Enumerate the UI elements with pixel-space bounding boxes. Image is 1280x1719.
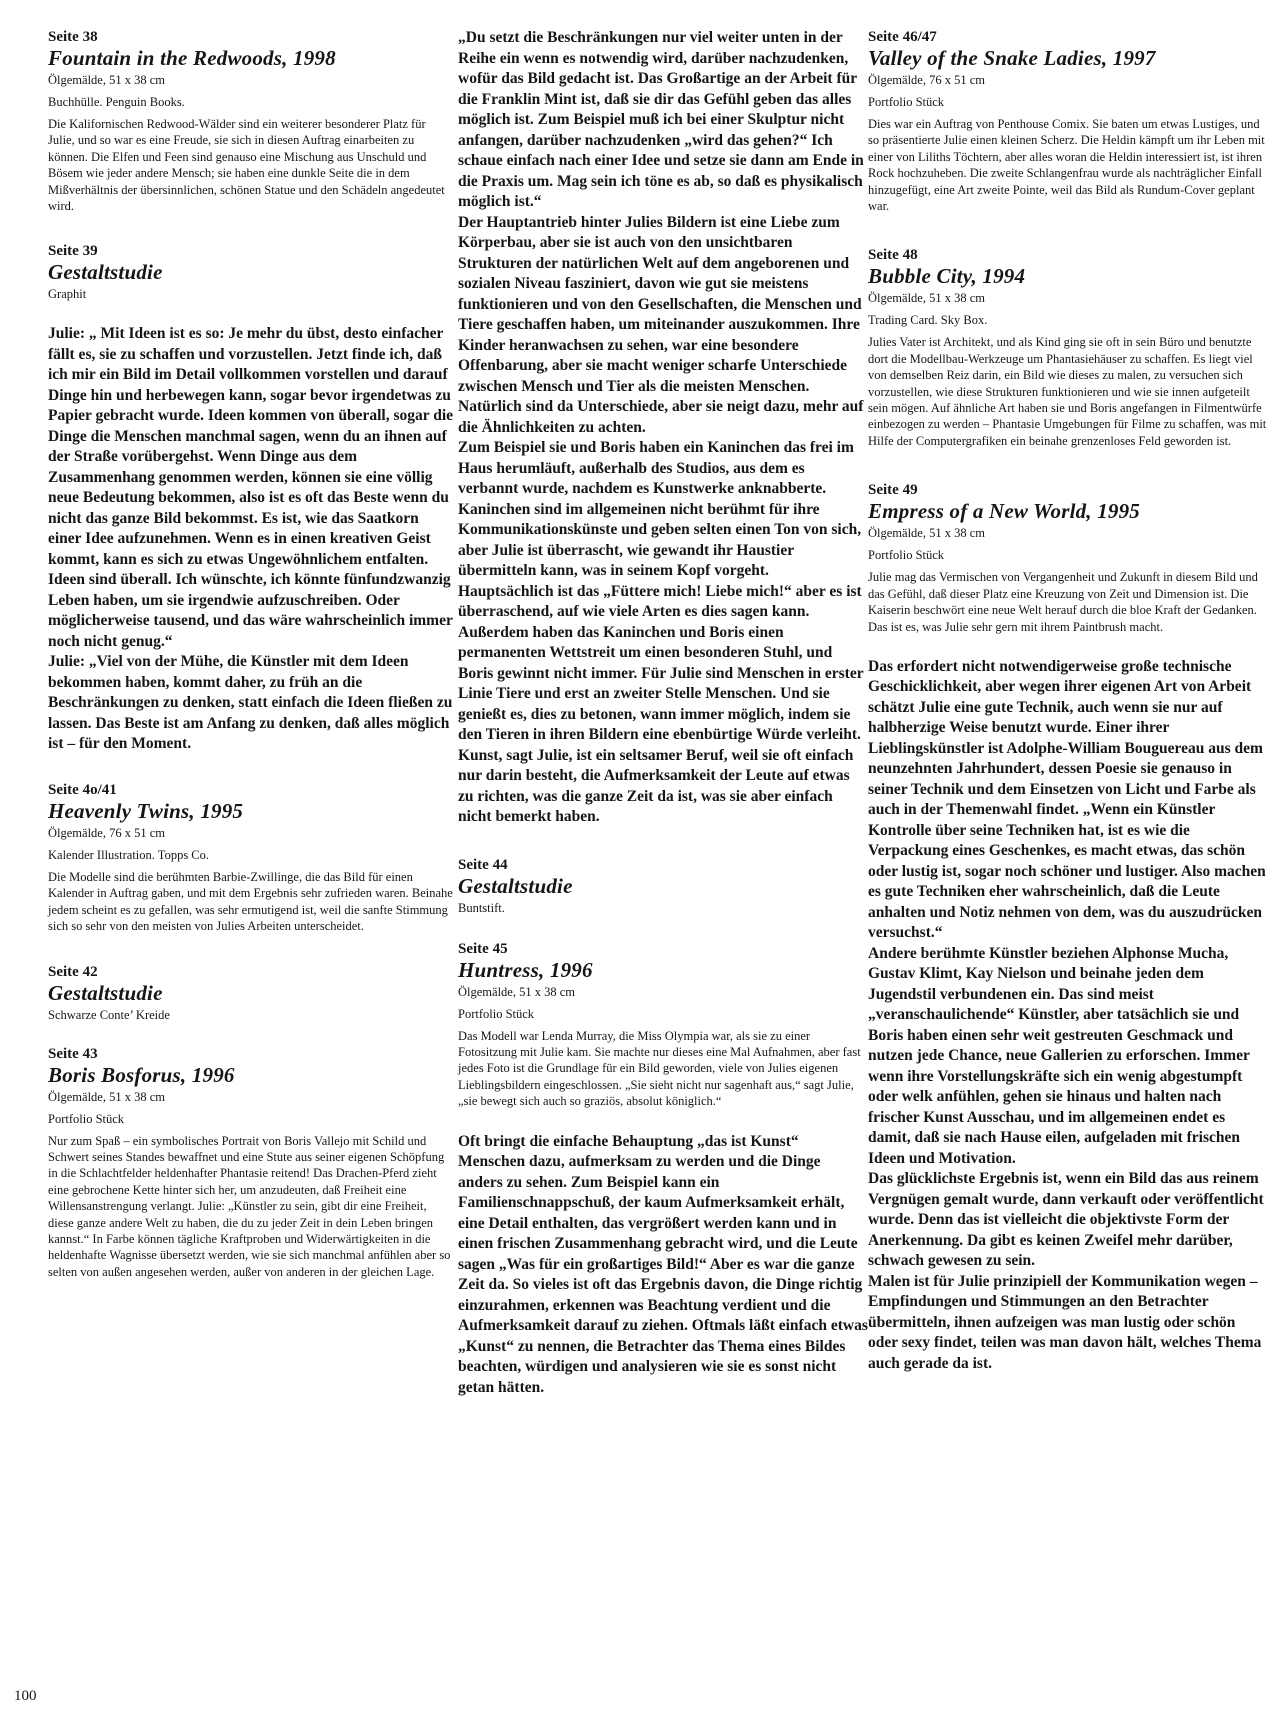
column-right <box>868 28 1268 1374</box>
artwork-medium: Ölgemälde, 51 x 38 cm <box>868 526 985 541</box>
body-text-block <box>868 657 1268 1375</box>
page-reference: Seite 45 <box>458 940 508 957</box>
body-paragraph: Das glücklichste Ergebnis ist, wenn ein Bild das aus reinem Vergnügen gemalt wurde, dann verkauft oder veröffentlicht wurde. Denn das ist vielleicht die objektivste Form der Anerkennung. Da gibt es keinen Zweifel mehr darüber, schwach gewesen zu sein. <box>868 1170 1264 1270</box>
page-reference: Seite 38 <box>48 29 98 45</box>
entry-seite-45 <box>458 940 868 1110</box>
artwork-title: Gestaltstudie <box>48 980 163 1005</box>
artwork-medium: Ölgemälde, 51 x 38 cm <box>458 984 575 999</box>
artwork-use: Portfolio Stück <box>868 548 945 563</box>
entry-seite-44 <box>458 856 868 916</box>
artwork-title: Boris Bosforus, 1996 <box>48 1062 235 1087</box>
page-number: 100 <box>14 1688 37 1704</box>
artwork-description: Das Modell war Lenda Murray, die Miss Olympia war, als sie zu einer Fotositzung mit Julie kam. Sie machte nur dieses eine Mal Aufnahmen, aber fast jedes Foto ist die Grundlage für ein Bild geworden, viele von Julies eigenen Lieblingsbildern eingeschlossen. „Sie sieht nicht nur sagenhaft aus,“ sagt Julie, „sie bewegt sich auch so graziös, absolut königlich.“ <box>458 1028 861 1109</box>
artwork-title: Gestaltstudie <box>458 873 573 898</box>
entry-seite-48 <box>868 246 1268 449</box>
page-reference: Seite 48 <box>868 247 918 264</box>
artwork-title: Empress of a New World, 1995 <box>868 499 1141 524</box>
column-left <box>48 28 453 1280</box>
entry-seite-43 <box>48 1045 453 1281</box>
artwork-use: Portfolio Stück <box>868 95 945 109</box>
page-reference: Seite 43 <box>48 1045 98 1062</box>
page-reference: Seite 39 <box>48 243 98 260</box>
artwork-description: Julies Vater ist Architekt, und als Kind ging sie oft in sein Büro und benutzte dort die Modellbau-Werkzeuge um Phantasiehäuser zu schaffen. Es liegt viel von demselben Reiz darin, ein Bild wie dieses zu malen, zu versuchen sich vorzustellen, wie diese Strukturen funktionieren und wie sie innen aufgeteilt sein mögen. Auf ähnliche Art haben sie und Boris angefangen in Filmentwürfe einbezogen zu werden – Phantasie Umgebungen für Filme zu schaffen, was mit Hilfe der Computergrafiken ein beinahe grenzenloses Feld geworden ist. <box>868 335 1267 448</box>
body-text-block <box>458 1132 868 1399</box>
artwork-medium: Ölgemälde, 51 x 38 cm <box>48 1089 165 1104</box>
entry-seite-46-47 <box>868 28 1268 214</box>
page-reference: Seite 49 <box>868 482 918 499</box>
body-paragraph: Malen ist für Julie prinzipiell der Kommunikation wegen – Empfindungen und Stimmungen an den Betrachter übermitteln, ihnen aufzeigen was man lustig oder schön oder sexy findet, teilen was man davon hält, welches Thema auch gerade da ist. <box>868 1272 1262 1372</box>
body-paragraph: Andere berühmte Künstler beziehen Alphonse Mucha, Gustav Klimt, Kay Nielson und beinahe jeden dem Jugendstil verbundenen ein. Das sind meist „veranschaulichende“ Künstler, aber tatsächlich sie und Boris haben einen sehr weit gestreuten Geschmack und nutzen jede Chance, neue Gallerien zu erforschen. Immer wenn ihre Vorstellungskräfte sich ein wenig abgestumpft oder welk anfühlen, gehen sie hinaus und halten nach frischer Kunst Ausschau, und im allgemeinen endet es damit, daß sie nach Hause eilen, aufgeladen mit frischen Ideen und Motivation. <box>868 944 1250 1167</box>
artwork-description: Nur zum Spaß – ein symbolisches Portrait von Boris Vallejo mit Schild und Schwert seines Standes bewaffnet und eine Stute aus seiner eigenen Schöpfung in die Schlachtfelder heldenhafter Phantasie reitend! Das Drachen-Pferd zieht eine gebrochene Kette hinter sich her, um anzudeuten, daß Freiheit eine Willensanstrengung verlangt. Julie: „Künstler zu sein, gibt dir eine Freiheit, diese ganze andere Welt zu haben, die du zu jeder Zeit in dein Leben bringen kannst.“ In Farbe können tägliche Kraftproben und Widerwärtigkeiten in die heldenhafte Wagnisse übersetzt werden, wie sie sich manchmal anfühlen aber so selten von außen angesehen werden, außer von anderen in der gleichen Lage. <box>48 1133 451 1279</box>
entry-seite-39 <box>48 242 453 302</box>
artwork-medium: Schwarze Conte’ Kreide <box>48 1007 170 1022</box>
body-text-block <box>458 28 868 828</box>
body-paragraph: Julie: „ Mit Ideen ist es so: Je mehr du übst, desto einfacher fällt es, sie zu schaffen und vorzustellen. Jetzt finde ich, daß ich mir ein Bild im Detail vollkommen vorstellen und darauf Dinge hin und herbewegen kann, sogar bevor irgendetwas zu Papier gebracht wurde. Ideen kommen von überall, sogar die Dinge die Menschen manchmal sagen, wenn du an ihnen auf der Straße vorübergehst. Wenn Dinge aus dem Zusammenhang genommen werden, können sie eine völlig neue Bedeutung bekommen, also ist es oft das Beste wenn du nicht das ganze Bild bekommst. Es ist, wie das Saatkorn einer Idee aufzunehmen. Wenn es in einen kreativen Geist kommt, kann es sich zu etwas Ungewöhnlichem entfalten. Ideen sind überall. Ich wünschte, ich könnte fünfundzwanzig Leben haben, um sie irgendwie aufzuschreiben. Oder möglicherweise tausend, und das wäre wahrscheinlich immer noch nicht genug.“ <box>48 325 454 650</box>
page-reference: Seite 4o/41 <box>48 781 117 798</box>
body-paragraph: Zum Beispiel sie und Boris haben ein Kaninchen das frei im Haus herumläuft, außerhalb des Studios, aus dem es verbannt wurde, nachdem es Kunstwerke anknabberte. Kaninchen sind im allgemeinen nicht berühmt für ihre Kommunikationskünste und geben selten einen Ton von sich, aber Julie ist überrascht, wie gewandt ihr Haustier übermitteln kann, was in seinem Kopf vorgeht. Hauptsächlich ist das „Füttere mich! Liebe mich!“ aber es ist überraschend, auf wie viele Arten es dies sagen kann. Außerdem haben das Kaninchen und Boris einen permanenten Wettstreit um einen besonderen Stuhl, und Boris gewinnt nicht immer. Für Julie sind Menschen in erster Linie Tiere und erst an zweiter Stelle Menschen. Und sie genießt es, dies zu betonen, wann immer möglich, indem sie den Tieren in ihren Bildern eine ebenbürtige Würde verleiht. <box>458 439 864 743</box>
artwork-description: Die Kalifornischen Redwood-Wälder sind ein weiterer besonderer Platz für Julie, und so war es eine Freude, sie sich in diesen Auftrag einarbeiten zu können. Die Elfen und Feen sind genauso eine Mischung aus Unschuld und Bösem wie jeder andere Mensch; sie haben eine dunkle Seite die in dem Mißverhältnis der übersinnlichen, schönen Statue und den Schädeln angedeutet wird. <box>48 117 445 214</box>
body-paragraph: Das erfordert nicht notwendigerweise große technische Geschicklichkeit, aber wegen ihrer eigenen Art von Arbeit schätzt Julie eine gute Technik, auch wenn sie nur auf halbherzige Weise benutzt wurde. Einer ihrer Lieblingskünstler ist Adolphe-William Bouguereau aus dem neunzehnten Jahrhundert, dessen Poesie sie genauso in seiner Technik und dem Einsetzen von Licht und Farbe als auch in der Themenwahl findet. „Wenn ein Künstler Kontrolle über seine Techniken hat, ist es wie die Verpackung eines Geschenkes, es macht etwas, das schön oder lustig ist, sogar noch schöner und lustiger. Also machen es gute Techniken eher wahrscheinlich, daß die Leute anhalten und Notiz nehmen von dem, was du auszudrücken versuchst.“ <box>868 657 1266 942</box>
artwork-medium: Ölgemälde, 51 x 38 cm <box>48 73 165 87</box>
body-paragraph: „Du setzt die Beschränkungen nur viel weiter unten in der Reihe ein wenn es notwendig wird, darüber nachzudenken, wofür das Bild gedacht ist. Das Großartige an der Arbeit für die Franklin Mint ist, daß sie dir das Gefühl geben das alles möglich ist. Zum Beispiel muß ich bei einer Skulptur nicht anfangen, darüber nachzudenken „wird das gehen?“ Ich schaue einfach nach einer Idee und setze sie dann am Ende in die Praxis um. Mag sein ich töne es ab, so daß es physikalisch möglich ist.“ <box>458 29 864 210</box>
artwork-title: Heavenly Twins, 1995 <box>48 798 244 823</box>
artwork-title: Fountain in the Redwoods, 1998 <box>48 46 336 70</box>
page-reference: Seite 44 <box>458 856 508 873</box>
artwork-use: Trading Card. Sky Box. <box>868 313 988 328</box>
artwork-medium: Buntstift. <box>458 900 505 915</box>
artwork-title: Valley of the Snake Ladies, 1997 <box>868 46 1156 70</box>
artwork-medium: Ölgemälde, 76 x 51 cm <box>868 73 985 87</box>
entry-seite-49 <box>868 481 1268 635</box>
artwork-use: Buchhülle. Penguin Books. <box>48 95 185 109</box>
artwork-title: Gestaltstudie <box>48 260 163 285</box>
artwork-title: Huntress, 1996 <box>458 957 593 982</box>
body-paragraph: Oft bringt die einfache Behauptung „das ist Kunst“ Menschen dazu, aufmerksam zu werden und die Dinge anders zu sehen. Zum Beispiel kann ein Familienschnappschuß, der kaum Aufmerksamkeit erhält, eine Detail enthalten, das vergrößert werden kann und in einen frischen Zusammenhang gebracht wird, und die Leute sagen „Was für ein großartiges Bild!“ Aber es war die ganze Zeit da. So vieles ist oft das Ergebnis davon, die Dinge richtig einzurahmen, erkennen was Beachtung verdient und die Aufmerksamkeit darauf zu ziehen. Oftmals läßt einfach etwas „Kunst“ zu nennen, die Betrachter das Thema eines Bildes beachten, würdigen und analysieren wie sie es sonst nicht getan hätten. <box>458 1132 868 1396</box>
page-reference: Seite 42 <box>48 963 98 980</box>
body-paragraph: Kunst, sagt Julie, ist ein seltsamer Beruf, weil sie oft einfach nur darin besteht, die Aufmerksamkeit der Leute auf etwas zu richten, was die ganze Zeit da ist, was sie aber einfach nicht bemerkt haben. <box>458 746 854 825</box>
page-reference: Seite 46/47 <box>868 29 937 45</box>
artwork-description: Dies war ein Auftrag von Penthouse Comix. Sie baten um etwas Lustiges, und so präsentierte Julie einen kleinen Scherz. Die Heldin kämpft um ihr Leben mit einer von Liliths Töchtern, aber alles woran die Heldin interessiert ist, ist ihren Rock hochzuheben. Die zweite Schlangenfrau wurde als nachträglicher Einfall hinzugefügt, eine Art zweite Pointe, weil das Bild als Rundum-Cover geplant war. <box>868 117 1265 214</box>
artwork-title: Bubble City, 1994 <box>868 264 1026 289</box>
body-text-block <box>48 324 453 755</box>
artwork-description: Die Modelle sind die berühmten Barbie-Zwillinge, die das Bild für einen Kalender in Auftrag gaben, und mit dem Ergebnis sehr zufrieden waren. Beinahe jedem scheint es zu gefallen, was sehr ermutigend ist, weil die sanfte Stimmung sich so sehr von den meisten von Julies Arbeiten unterscheidet. <box>48 869 453 934</box>
artwork-use: Portfolio Stück <box>48 1111 125 1126</box>
artwork-description: Julie mag das Vermischen von Vergangenheit und Zukunft in diesem Bild und das Gefühl, daß dieser Platz eine Kreuzung von Zeit und Dimension ist. Die Kaiserin beschwört eine neue Welt herauf durch die bloe Kraft der Gedanken. Das ist es, was Julie sehr gern mit ihrem Paintbrush macht. <box>868 570 1258 634</box>
entry-seite-38 <box>48 28 453 214</box>
artwork-use: Portfolio Stück <box>458 1006 535 1021</box>
body-paragraph: Julie: „Viel von der Mühe, die Künstler mit dem Ideen bekommen haben, kommt daher, zu früh an die Beschränkungen zu denken, statt einfach die Ideen fließen zu lassen. Das Beste ist am Anfang zu denken, daß alles möglich ist – für den Moment. <box>48 653 453 753</box>
artwork-medium: Graphit <box>48 287 87 302</box>
entry-seite-42 <box>48 963 453 1023</box>
body-paragraph: Der Hauptantrieb hinter Julies Bildern ist eine Liebe zum Körperbau, aber sie ist auch von den unsichtbaren Strukturen der natürlichen Welt auf dem angeborenen und sozialen Niveau fasziniert, davon wie gut sie meistens funktionieren und von den Gesellschaften, die Menschen und Tiere geschaffen haben, um miteinander auszukommen. Ihre Kinder heranwachsen zu sehen, war eine besondere Offenbarung, aber sie macht weniger scharfe Unterschiede zwischen Mensch und Tier als die meisten Menschen. Natürlich sind da Unterschiede, aber sie neigt dazu, mehr auf die Ähnlichkeiten zu achten. <box>458 213 864 436</box>
artwork-use: Kalender Illustration. Topps Co. <box>48 847 210 862</box>
column-middle <box>458 28 868 1398</box>
entry-seite-40-41 <box>48 781 453 935</box>
artwork-medium: Ölgemälde, 51 x 38 cm <box>868 291 985 306</box>
artwork-medium: Ölgemälde, 76 x 51 cm <box>48 825 165 840</box>
